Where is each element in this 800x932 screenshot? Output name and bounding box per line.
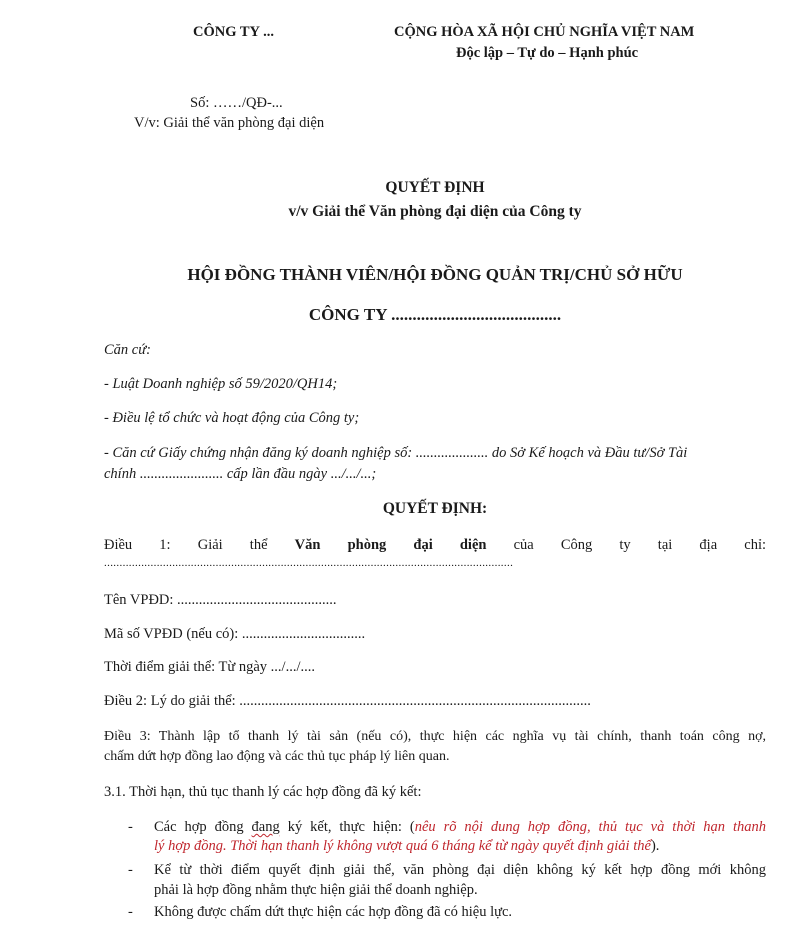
bullet-3-line-1: Không được chấm dứt thực hiện các hợp đồng đã có hiệu lực. [154, 904, 513, 920]
basis-item: chính ....................... cấp lần đầu ngày .../.../...; [104, 466, 377, 482]
bullet-1-suffix: ). [650, 838, 660, 854]
section-3-1-heading: 3.1. Thời hạn, thủ tục thanh lý các hợp đồng đã ký kết: [104, 784, 422, 800]
article-3-line-2: chấm dứt hợp đồng lao động và các thủ tục pháp lý liên quan. [104, 749, 450, 764]
company-name: CÔNG TY ... [193, 24, 274, 40]
document-number: Số: ……/QĐ-... [190, 95, 283, 111]
bullet-marker: - [128, 862, 133, 878]
article-1-address-dots: .................................................................................................................................... [104, 557, 514, 569]
bullet-1-note: nêu rõ nội dung hợp đồng, thủ tục và thời hạn thanh [414, 819, 767, 835]
document-subject: V/v: Giải thể văn phòng đại diện [134, 115, 325, 131]
bullet-1-line-1 [154, 819, 766, 836]
bullet-1-mid: ký kết, thực hiện: ( [287, 819, 415, 835]
office-code-field: Mã số VPĐD (nếu có): .................................. [104, 626, 366, 642]
article-2: Điều 2: Lý do giải thể: ................................................................................................. [104, 693, 591, 709]
bullet-2-line-2: phải là hợp đồng nhằm thực hiện giải thể doanh nghiệp. [154, 882, 478, 898]
council-title: HỘI ĐỒNG THÀNH VIÊN/HỘI ĐỒNG QUẢN TRỊ/CHỦ SỞ HỮU [187, 265, 683, 284]
article-1-prefix: Điều 1: Giải thể [104, 537, 268, 553]
article-1-bold: Văn phòng đại diện [294, 537, 487, 553]
council-company: CÔNG TY ........................................ [308, 305, 562, 324]
office-name-field: Tên VPĐD: ............................................ [104, 592, 337, 608]
bullet-marker: - [128, 904, 133, 920]
bullet-1-underlined-word: đang [251, 819, 280, 835]
national-motto: Độc lập – Tự do – Hạnh phúc [456, 45, 639, 61]
article-3-line-1: Điều 3: Thành lập tổ thanh lý tài sản (nếu có), thực hiện các nghĩa vụ tài chính, thanh toán công nợ, [104, 729, 766, 744]
article-1-suffix: của Công ty tại địa chỉ: [513, 537, 767, 553]
basis-item: - Căn cứ Giấy chứng nhận đăng ký doanh nghiệp số: .................... do Sở Kế hoạch và Đầu tư/Sở Tài [104, 445, 688, 461]
bullet-marker: - [128, 819, 133, 835]
dissolution-time-field: Thời điểm giải thể: Từ ngày .../.../.... [104, 659, 315, 675]
bullet-1-note-cont: lý hợp đồng. Thời hạn thanh lý không vượt quá 6 tháng kể từ ngày quyết định giải thể [154, 838, 651, 854]
basis-item: - Điều lệ tổ chức và hoạt động của Công ty; [104, 410, 360, 426]
basis-item: - Luật Doanh nghiệp số 59/2020/QH14; [104, 376, 338, 392]
decision-title: QUYẾT ĐỊNH [385, 179, 485, 196]
basis-heading: Căn cứ: [104, 342, 151, 358]
bullet-1-prefix: Các hợp đồng [154, 819, 244, 835]
article-1 [104, 537, 766, 554]
national-title: CỘNG HÒA XÃ HỘI CHỦ NGHĨA VIỆT NAM [394, 24, 695, 40]
bullet-2-line-1: Kể từ thời điểm quyết định giải thể, văn phòng đại diện không ký kết hợp đồng mới không [154, 862, 766, 878]
bullet-1-line-2 [154, 838, 659, 855]
decision-heading: QUYẾT ĐỊNH: [382, 500, 488, 517]
decision-subtitle: v/v Giải thể Văn phòng đại diện của Công ty [288, 203, 582, 220]
